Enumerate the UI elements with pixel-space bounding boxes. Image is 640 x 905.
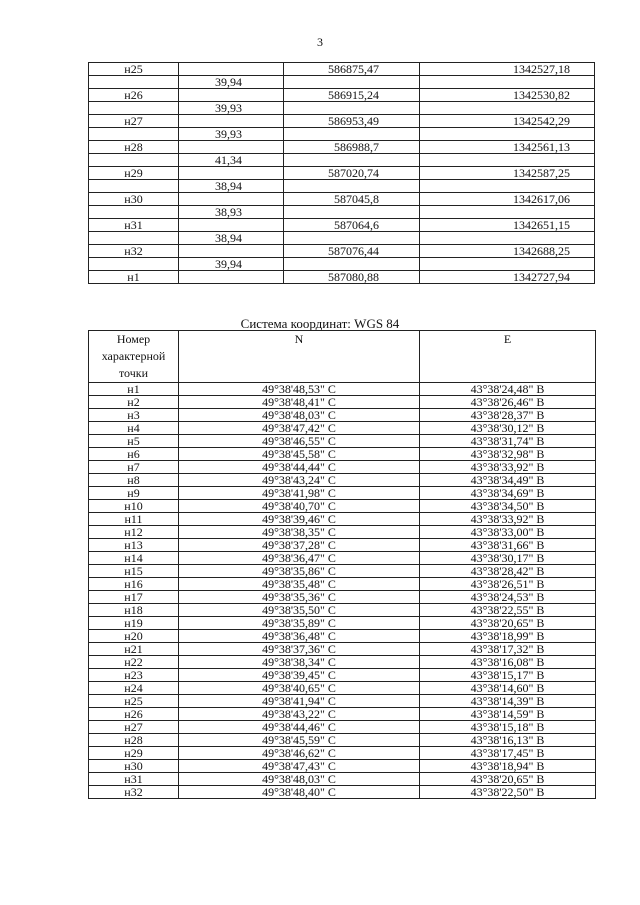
point-id: н1 — [89, 271, 179, 284]
latitude: 49°38'47,43" С — [179, 760, 420, 773]
point-id: н27 — [89, 115, 179, 128]
table-row — [89, 760, 596, 773]
distance-value: 39,93 — [179, 102, 284, 115]
distance-row — [89, 232, 595, 245]
coord-e: 1342542,29 — [420, 115, 595, 128]
coord-e: 1342527,18 — [420, 63, 595, 76]
point-id: н28 — [89, 734, 179, 747]
longitude: 43°38'31,66" В — [420, 539, 596, 552]
point-id: н14 — [89, 552, 179, 565]
point-id: н8 — [89, 474, 179, 487]
table-row — [89, 669, 596, 682]
table-row — [89, 513, 596, 526]
longitude: 43°38'33,92" В — [420, 513, 596, 526]
distance-value: 39,94 — [179, 76, 284, 89]
blank-cell — [179, 141, 284, 154]
latitude: 49°38'45,58" С — [179, 448, 420, 461]
point-id: н21 — [89, 643, 179, 656]
table-row — [89, 773, 596, 786]
table-row — [89, 682, 596, 695]
longitude: 43°38'15,18" В — [420, 721, 596, 734]
distance-row — [89, 76, 595, 89]
blank-cell — [284, 232, 420, 245]
table-row — [89, 526, 596, 539]
latitude: 49°38'36,48" С — [179, 630, 420, 643]
table-row — [89, 141, 595, 154]
table-row — [89, 747, 596, 760]
coord-n: 587080,88 — [284, 271, 420, 284]
latitude: 49°38'40,65" С — [179, 682, 420, 695]
table-row — [89, 383, 596, 396]
distance-row — [89, 258, 595, 271]
header-e: E — [420, 331, 596, 383]
table-row — [89, 219, 595, 232]
header-n: N — [179, 331, 420, 383]
point-id: н16 — [89, 578, 179, 591]
point-id: н30 — [89, 760, 179, 773]
table-row — [89, 271, 595, 284]
point-id: н31 — [89, 773, 179, 786]
coord-n: 586915,24 — [284, 89, 420, 102]
point-id: н32 — [89, 786, 179, 799]
longitude: 43°38'17,32" В — [420, 643, 596, 656]
longitude: 43°38'16,08" В — [420, 656, 596, 669]
blank-cell — [89, 76, 179, 89]
point-id: н5 — [89, 435, 179, 448]
table-row — [89, 591, 596, 604]
table-row — [89, 115, 595, 128]
point-id: н20 — [89, 630, 179, 643]
distance-value: 38,93 — [179, 206, 284, 219]
point-id: н25 — [89, 63, 179, 76]
distance-value: 41,34 — [179, 154, 284, 167]
point-id: н32 — [89, 245, 179, 258]
blank-cell — [420, 206, 595, 219]
point-id: н26 — [89, 708, 179, 721]
blank-cell — [284, 180, 420, 193]
latitude: 49°38'43,24" С — [179, 474, 420, 487]
table-row — [89, 245, 595, 258]
point-id: н18 — [89, 604, 179, 617]
distance-row — [89, 206, 595, 219]
point-id: н29 — [89, 747, 179, 760]
point-id: н9 — [89, 487, 179, 500]
point-id: н31 — [89, 219, 179, 232]
latitude: 49°38'39,45" С — [179, 669, 420, 682]
blank-cell — [179, 115, 284, 128]
point-id: н23 — [89, 669, 179, 682]
table-row — [89, 734, 596, 747]
table-row — [89, 435, 596, 448]
longitude: 43°38'24,48" В — [420, 383, 596, 396]
longitude: 43°38'14,59" В — [420, 708, 596, 721]
coordinate-system-caption: Система координат: WGS 84 — [240, 316, 400, 331]
latitude: 49°38'35,50" С — [179, 604, 420, 617]
blank-cell — [179, 245, 284, 258]
longitude: 43°38'17,45" В — [420, 747, 596, 760]
latitude: 49°38'35,86" С — [179, 565, 420, 578]
table-row — [89, 422, 596, 435]
longitude: 43°38'30,17" В — [420, 552, 596, 565]
coord-e: 1342530,82 — [420, 89, 595, 102]
table-row — [89, 695, 596, 708]
longitude: 43°38'18,99" В — [420, 630, 596, 643]
table-row — [89, 167, 595, 180]
distance-value: 38,94 — [179, 180, 284, 193]
point-id: н4 — [89, 422, 179, 435]
latitude: 49°38'46,62" С — [179, 747, 420, 760]
distance-value: 38,94 — [179, 232, 284, 245]
point-id: н10 — [89, 500, 179, 513]
table-row — [89, 617, 596, 630]
point-id: н19 — [89, 617, 179, 630]
longitude: 43°38'31,74" В — [420, 435, 596, 448]
latitude: 49°38'48,03" С — [179, 409, 420, 422]
longitude: 43°38'26,46" В — [420, 396, 596, 409]
table-row — [89, 721, 596, 734]
longitude: 43°38'22,50" В — [420, 786, 596, 799]
blank-cell — [420, 102, 595, 115]
distance-row — [89, 180, 595, 193]
latitude: 49°38'41,94" С — [179, 695, 420, 708]
blank-cell — [284, 102, 420, 115]
table-row — [89, 396, 596, 409]
blank-cell — [179, 89, 284, 102]
latitude: 49°38'48,03" С — [179, 773, 420, 786]
latitude: 49°38'48,53" С — [179, 383, 420, 396]
distance-value: 39,94 — [179, 258, 284, 271]
point-id: н24 — [89, 682, 179, 695]
blank-cell — [420, 180, 595, 193]
coord-e: 1342587,25 — [420, 167, 595, 180]
point-id: н3 — [89, 409, 179, 422]
table-row — [89, 474, 596, 487]
blank-cell — [89, 102, 179, 115]
longitude: 43°38'16,13" В — [420, 734, 596, 747]
blank-cell — [89, 258, 179, 271]
blank-cell — [89, 206, 179, 219]
table-row — [89, 630, 596, 643]
table-row — [89, 656, 596, 669]
longitude: 43°38'26,51" В — [420, 578, 596, 591]
latitude: 49°38'37,28" С — [179, 539, 420, 552]
blank-cell — [89, 154, 179, 167]
coord-n: 586988,7 — [284, 141, 420, 154]
blank-cell — [284, 128, 420, 141]
blank-cell — [420, 258, 595, 271]
coord-e: 1342561,13 — [420, 141, 595, 154]
longitude: 43°38'14,60" В — [420, 682, 596, 695]
latitude: 49°38'43,22" С — [179, 708, 420, 721]
longitude: 43°38'22,55" В — [420, 604, 596, 617]
latitude: 49°38'46,55" С — [179, 435, 420, 448]
blank-cell — [284, 206, 420, 219]
table-row — [89, 643, 596, 656]
page-number: 3 — [317, 35, 323, 49]
coord-n: 587020,74 — [284, 167, 420, 180]
latitude: 49°38'35,48" С — [179, 578, 420, 591]
blank-cell — [89, 180, 179, 193]
point-id: н7 — [89, 461, 179, 474]
point-id: н22 — [89, 656, 179, 669]
latitude: 49°38'37,36" С — [179, 643, 420, 656]
coord-n: 586953,49 — [284, 115, 420, 128]
latitude: 49°38'48,40" С — [179, 786, 420, 799]
distance-row — [89, 128, 595, 141]
latitude: 49°38'35,89" С — [179, 617, 420, 630]
table-row — [89, 409, 596, 422]
point-id: н6 — [89, 448, 179, 461]
blank-cell — [179, 63, 284, 76]
latitude: 49°38'38,34" С — [179, 656, 420, 669]
point-id: н2 — [89, 396, 179, 409]
table-row — [89, 578, 596, 591]
blank-cell — [284, 76, 420, 89]
blank-cell — [179, 167, 284, 180]
point-id: н12 — [89, 526, 179, 539]
latitude: 49°38'35,36" С — [179, 591, 420, 604]
coordinates-table-msk — [88, 62, 595, 284]
coord-e: 1342727,94 — [420, 271, 595, 284]
point-id: н17 — [89, 591, 179, 604]
table-row — [89, 708, 596, 721]
point-id: н28 — [89, 141, 179, 154]
longitude: 43°38'34,50" В — [420, 500, 596, 513]
table-row — [89, 89, 595, 102]
coord-n: 587076,44 — [284, 245, 420, 258]
longitude: 43°38'33,00" В — [420, 526, 596, 539]
blank-cell — [179, 219, 284, 232]
header-point-number: Номер характерной точки — [89, 331, 179, 383]
point-id: н1 — [89, 383, 179, 396]
distance-row — [89, 102, 595, 115]
table-row — [89, 461, 596, 474]
blank-cell — [284, 258, 420, 271]
table-row — [89, 448, 596, 461]
blank-cell — [179, 271, 284, 284]
latitude: 49°38'40,70" С — [179, 500, 420, 513]
latitude: 49°38'44,44" С — [179, 461, 420, 474]
table-row — [89, 539, 596, 552]
longitude: 43°38'15,17" В — [420, 669, 596, 682]
point-id: н15 — [89, 565, 179, 578]
table-row — [89, 500, 596, 513]
point-id: н27 — [89, 721, 179, 734]
latitude: 49°38'47,42" С — [179, 422, 420, 435]
longitude: 43°38'32,98" В — [420, 448, 596, 461]
point-id: н29 — [89, 167, 179, 180]
longitude: 43°38'24,53" В — [420, 591, 596, 604]
blank-cell — [179, 193, 284, 206]
latitude: 49°38'38,35" С — [179, 526, 420, 539]
longitude: 43°38'28,37" В — [420, 409, 596, 422]
table-row — [89, 193, 595, 206]
distance-value: 39,93 — [179, 128, 284, 141]
point-id: н25 — [89, 695, 179, 708]
blank-cell — [420, 76, 595, 89]
blank-cell — [420, 154, 595, 167]
latitude: 49°38'36,47" С — [179, 552, 420, 565]
longitude: 43°38'20,65" В — [420, 773, 596, 786]
longitude: 43°38'34,69" В — [420, 487, 596, 500]
latitude: 49°38'39,46" С — [179, 513, 420, 526]
latitude: 49°38'41,98" С — [179, 487, 420, 500]
coord-n: 586875,47 — [284, 63, 420, 76]
longitude: 43°38'30,12" В — [420, 422, 596, 435]
latitude: 49°38'45,59" С — [179, 734, 420, 747]
blank-cell — [420, 232, 595, 245]
longitude: 43°38'18,94" В — [420, 760, 596, 773]
table-row — [89, 63, 595, 76]
blank-cell — [284, 154, 420, 167]
blank-cell — [420, 128, 595, 141]
table-row — [89, 565, 596, 578]
latitude: 49°38'44,46" С — [179, 721, 420, 734]
coord-e: 1342651,15 — [420, 219, 595, 232]
point-id: н30 — [89, 193, 179, 206]
latitude: 49°38'48,41" С — [179, 396, 420, 409]
distance-row — [89, 154, 595, 167]
coordinates-table-wgs84 — [88, 330, 596, 799]
coord-n: 587064,6 — [284, 219, 420, 232]
coord-e: 1342617,06 — [420, 193, 595, 206]
table-row — [89, 786, 596, 799]
table-row — [89, 552, 596, 565]
longitude: 43°38'33,92" В — [420, 461, 596, 474]
longitude: 43°38'34,49" В — [420, 474, 596, 487]
table-header-row — [89, 331, 596, 383]
point-id: н13 — [89, 539, 179, 552]
coord-e: 1342688,25 — [420, 245, 595, 258]
longitude: 43°38'28,42" В — [420, 565, 596, 578]
table-row — [89, 487, 596, 500]
point-id: н26 — [89, 89, 179, 102]
longitude: 43°38'20,65" В — [420, 617, 596, 630]
longitude: 43°38'14,39" В — [420, 695, 596, 708]
blank-cell — [89, 128, 179, 141]
coord-n: 587045,8 — [284, 193, 420, 206]
point-id: н11 — [89, 513, 179, 526]
table-row — [89, 604, 596, 617]
blank-cell — [89, 232, 179, 245]
